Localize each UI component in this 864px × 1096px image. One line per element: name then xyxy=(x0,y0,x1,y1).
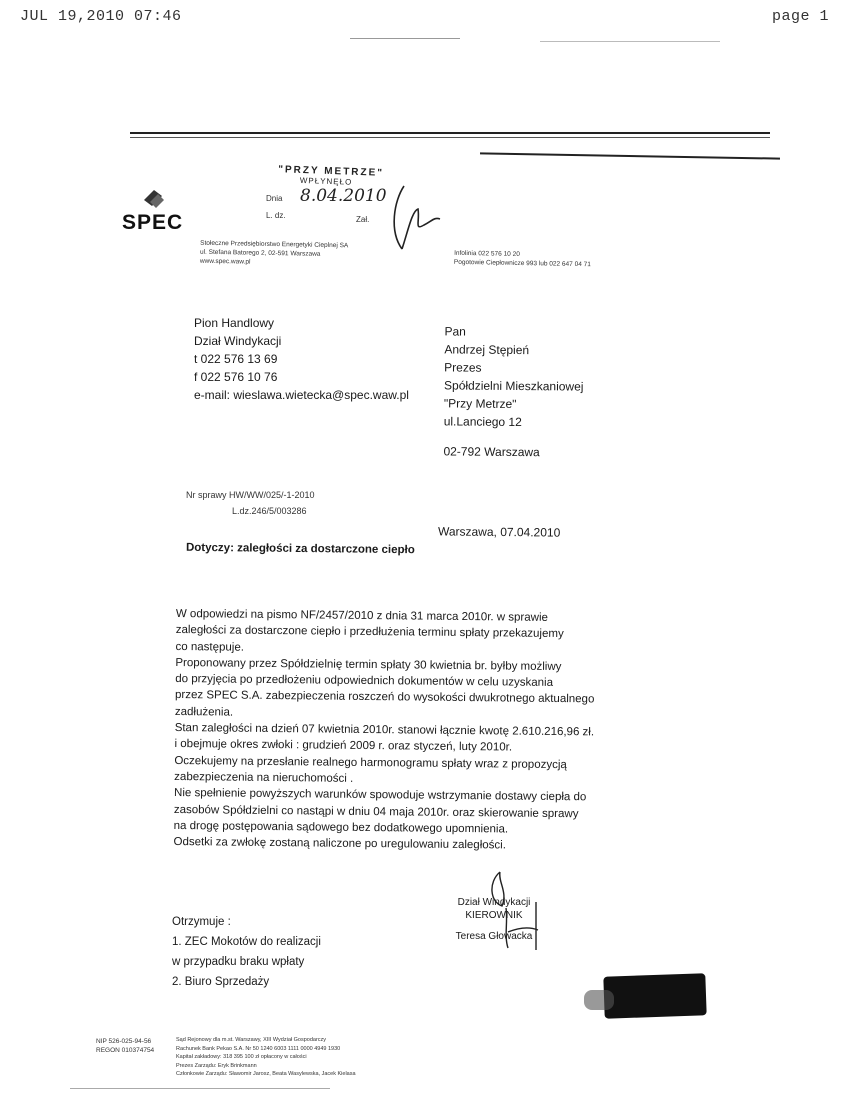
footer-nip: NIP 526-025-94-56 xyxy=(96,1038,152,1045)
recipient-item: 1. ZEC Mokotów do realizacji xyxy=(172,936,321,948)
scan-noise xyxy=(70,1088,330,1089)
signature-department: Dział Windykacji xyxy=(457,897,531,908)
fax-timestamp: JUL 19,2010 07:46 xyxy=(20,8,182,25)
footer-line: Sąd Rejonowy dla m.st. Warszawy, XIII Wydział Gospodarczy xyxy=(176,1037,327,1043)
recipient-role: Prezes xyxy=(444,360,482,375)
sender-division: Pion Handlowy xyxy=(194,316,275,330)
letter-body xyxy=(173,606,595,855)
recipient-item: 2. Biuro Sprzedaży xyxy=(172,976,270,988)
stamp-zal-label: Zał. xyxy=(356,215,370,224)
header-rule-slanted xyxy=(480,152,780,159)
signature-name: Teresa Głowacka xyxy=(455,931,533,942)
sender-fax: f 022 576 10 76 xyxy=(194,370,278,384)
sender-department: Dział Windykacji xyxy=(194,334,282,348)
recipient-org-name: "Przy Metrze" xyxy=(443,396,517,412)
body-line: zaległości za dostarczone ciepło i przedłużenia terminu spłaty przekazujemy xyxy=(175,624,564,641)
stamp-ldz-label: L. dz. xyxy=(266,211,286,220)
company-address: ul. Stefana Batorego 2, 02-591 Warszawa xyxy=(199,248,321,258)
recipients-heading: Otrzymuje : xyxy=(172,916,231,928)
company-website: www.spec.waw.pl xyxy=(199,257,251,266)
body-line: zabezpieczenia na nieruchomości . xyxy=(174,770,354,785)
recipient-item-note: w przypadku braku wpłaty xyxy=(172,956,305,968)
spec-logo-text: SPEC xyxy=(122,211,184,234)
recipient-title: Pan xyxy=(444,324,466,339)
company-info xyxy=(200,239,349,269)
recipient-block xyxy=(443,322,584,461)
signature-role: KIEROWNIK xyxy=(465,910,523,921)
recipient-street: ul.Lanciego 12 xyxy=(443,414,522,430)
infolinia: Infolinia 022 576 10 20 xyxy=(454,249,520,258)
footer-line: Prezes Zarządu: Eryk Brinkmann xyxy=(176,1062,257,1069)
stamp-date-label: Dnia xyxy=(266,194,283,203)
body-line: Odsetki za zwłokę zostaną naliczone po uregulowaniu zaległości. xyxy=(173,836,506,852)
scan-noise xyxy=(540,41,720,42)
letter-subject: Dotyczy: zaległości za dostarczone ciepło xyxy=(185,541,415,557)
footer-line: Członkowie Zarządu: Sławomir Jarosz, Beata Wasylewska, Jacek Kielasa xyxy=(176,1071,356,1077)
redaction-smudge xyxy=(584,990,614,1010)
stamp-date-value: 8.04.2010 xyxy=(300,186,387,206)
body-line: Stan zaległości na dzień 07 kwietnia 2010r. stanowi łącznie kwotę 2.610.216,96 zł. xyxy=(174,722,595,739)
recipient-name: Andrzej Stępień xyxy=(444,342,530,358)
body-line: zadłużenia. xyxy=(174,705,234,719)
header-rule xyxy=(130,132,770,134)
stamp-received: WPŁYNĘŁO xyxy=(299,175,353,187)
footer-legal xyxy=(176,1036,356,1079)
footer-regon: REGON 010374754 xyxy=(96,1047,155,1054)
scan-noise xyxy=(350,38,460,39)
received-stamp xyxy=(278,164,384,188)
body-line: co następuje. xyxy=(175,640,245,654)
recipient-city: 02-792 Warszawa xyxy=(443,444,540,460)
header-rule xyxy=(130,137,770,138)
company-hotlines xyxy=(454,249,591,269)
recipient-org: Spółdzielni Mieszkaniowej xyxy=(443,378,584,394)
date-place: Warszawa, 07.04.2010 xyxy=(437,524,561,540)
sender-phone: t 022 576 13 69 xyxy=(194,352,278,366)
case-number: Nr sprawy HW/WW/025/-1-2010 xyxy=(186,490,315,500)
body-line: Nie spełnienie powyższych warunków spowoduje wstrzymanie dostawy ciepła do xyxy=(173,787,587,804)
ldz-number: L.dz.246/5/003286 xyxy=(232,506,307,516)
body-line: na drogę postępowania sądowego bez dodatkowego upomnienia. xyxy=(173,819,509,836)
footer-ids xyxy=(96,1037,154,1055)
body-line: do przyjęcia po przedłożeniu odpowiednich dokumentów w celu uzyskania xyxy=(175,673,554,690)
handwritten-signature xyxy=(478,862,548,957)
body-line: zasobów Spółdzielni co nastąpi w dniu 04 maja 2010r. oraz skierowanie sprawy xyxy=(173,803,579,820)
recipients-list xyxy=(172,912,321,992)
body-line: przez SPEC S.A. zabezpieczenia roszczeń do wysokości dwukrotnego aktualnego xyxy=(175,689,595,706)
emergency-line: Pogotowie Ciepłownicze 993 lub 022 647 04 71 xyxy=(453,258,591,269)
body-line: Oczekujemy na przesłanie realnego harmonogramu spłaty wraz z propozycją xyxy=(174,754,567,771)
stamp-name: "PRZY METRZE" xyxy=(277,164,385,179)
fax-page-number: page 1 xyxy=(772,8,830,25)
body-line: i obejmuje okres zwłoki : grudzień 2009 r. oraz styczeń, luty 2010r. xyxy=(174,738,513,754)
footer-line: Rachunek Bank Pekao S.A. Nr 50 1240 6003 1111 0000 4949 1930 xyxy=(176,1045,341,1052)
sender-block xyxy=(194,314,409,404)
handwritten-initials xyxy=(384,181,444,266)
company-name: Stołeczne Przedsiębiorstwo Energetyki Cieplnej SA xyxy=(200,239,349,250)
body-line: W odpowiedzi na pismo NF/2457/2010 z dnia 31 marca 2010r. w sprawie xyxy=(175,607,549,624)
sender-email: e-mail: wieslawa.wietecka@spec.waw.pl xyxy=(194,388,409,402)
body-line: Proponowany przez Spółdzielnię termin spłaty 30 kwietnia br. byłby możliwy xyxy=(175,656,562,673)
redaction-block xyxy=(603,973,706,1019)
footer-line: Kapitał zakładowy: 318 395 100 zł opłacony w całości xyxy=(176,1054,307,1060)
